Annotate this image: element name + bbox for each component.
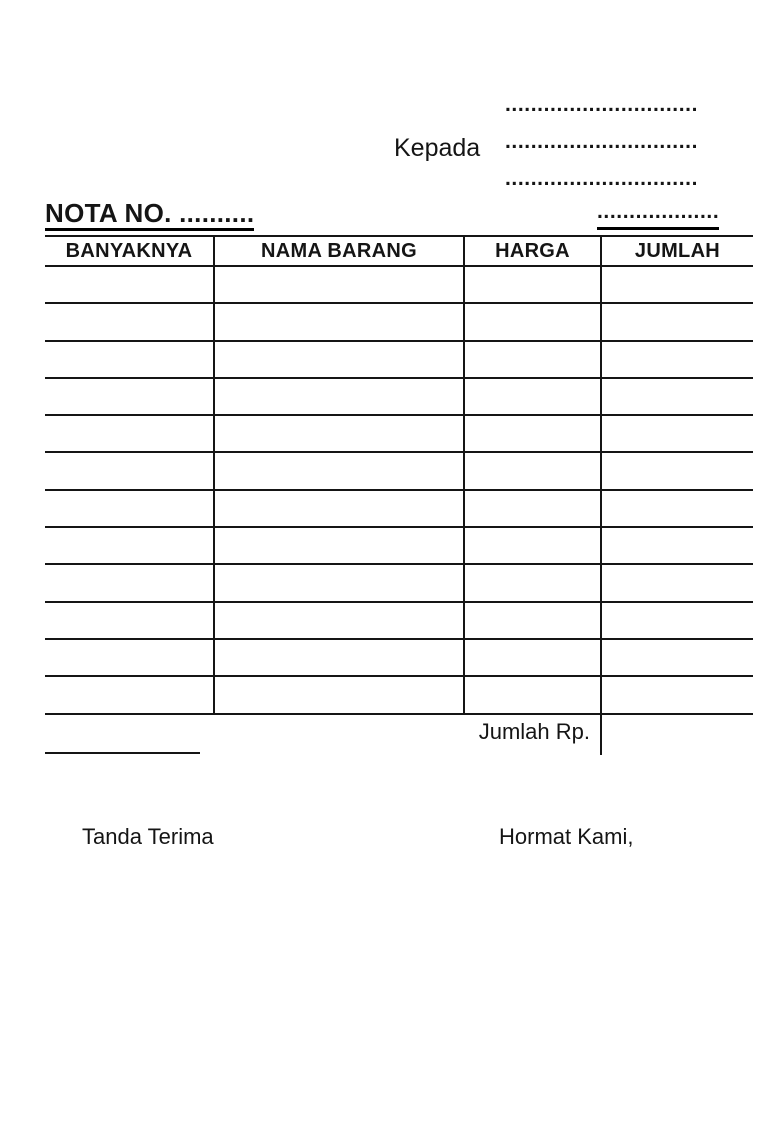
- table-row: [45, 415, 753, 452]
- table-cell: [464, 490, 601, 527]
- table-cell: [214, 341, 464, 378]
- items-table: [45, 235, 753, 715]
- table-row: [45, 490, 753, 527]
- table-cell: [464, 303, 601, 340]
- table-row: [45, 378, 753, 415]
- table-cell: [45, 602, 214, 639]
- grand-total-cell-divider: [600, 714, 602, 755]
- table-cell: [464, 378, 601, 415]
- table-cell: [214, 639, 464, 676]
- table-cell: [45, 378, 214, 415]
- table-cell: [214, 602, 464, 639]
- table-cell: [45, 266, 214, 303]
- kepada-fill-line-3: ..............................: [505, 167, 699, 190]
- table-cell: [45, 341, 214, 378]
- table-row: [45, 527, 753, 564]
- table-cell: [214, 564, 464, 601]
- kepada-fill-line-2: ..............................: [505, 130, 699, 153]
- table-row: [45, 266, 753, 303]
- table-cell: [214, 676, 464, 713]
- tanda-terima-label: Tanda Terima: [82, 824, 214, 849]
- table-cell: [214, 378, 464, 415]
- table-cell: [601, 676, 753, 713]
- table-cell: [601, 602, 753, 639]
- table-cell: [601, 564, 753, 601]
- table-cell: [45, 490, 214, 527]
- table-row: [45, 564, 753, 601]
- table-row: [45, 676, 753, 713]
- hormat-kami-label: Hormat Kami,: [499, 824, 634, 849]
- table-header-row: [45, 236, 753, 266]
- table-cell: [601, 378, 753, 415]
- col-header-harga: HARGA: [464, 236, 601, 266]
- table-cell: [45, 639, 214, 676]
- table-cell: [464, 676, 601, 713]
- col-header-banyaknya: BANYAKNYA: [65, 239, 193, 262]
- table-row: [45, 602, 753, 639]
- table-cell: [45, 415, 214, 452]
- table-row: [45, 639, 753, 676]
- table-cell: [601, 490, 753, 527]
- table-row: [45, 341, 753, 378]
- table-cell: [601, 527, 753, 564]
- table-cell: [45, 527, 214, 564]
- table-cell: [464, 527, 601, 564]
- table-cell: [601, 341, 753, 378]
- table-cell: [214, 527, 464, 564]
- kepada-label: Kepada: [394, 134, 481, 162]
- kepada-fill-line-1: ..............................: [505, 93, 699, 116]
- table-cell: [45, 564, 214, 601]
- table-cell: [214, 415, 464, 452]
- table-cell: [214, 490, 464, 527]
- table-cell: [464, 452, 601, 489]
- nota-no-label: NOTA NO. ..........: [45, 198, 254, 231]
- table-cell: [45, 676, 214, 713]
- table-cell: [601, 415, 753, 452]
- table-cell: [214, 303, 464, 340]
- table-cell: [45, 303, 214, 340]
- col-header-nama-barang: NAMA BARANG: [214, 236, 464, 266]
- table-cell: [214, 266, 464, 303]
- col-header-jumlah: JUMLAH: [601, 236, 753, 266]
- table-cell: [464, 415, 601, 452]
- table-cell: [601, 639, 753, 676]
- table-cell: [464, 341, 601, 378]
- nota-date-fill-line: ...................: [597, 197, 719, 230]
- signature-line: [45, 752, 200, 754]
- table-cell: [464, 602, 601, 639]
- items-table-body: [45, 266, 753, 714]
- table-cell: [464, 639, 601, 676]
- table-cell: [214, 452, 464, 489]
- table-row: [45, 303, 753, 340]
- table-cell: [464, 564, 601, 601]
- table-cell: [601, 452, 753, 489]
- table-cell: [601, 303, 753, 340]
- table-row: [45, 452, 753, 489]
- table-cell: [464, 266, 601, 303]
- table-cell: [45, 452, 214, 489]
- table-cell: [601, 266, 753, 303]
- grand-total-label: Jumlah Rp.: [478, 719, 590, 744]
